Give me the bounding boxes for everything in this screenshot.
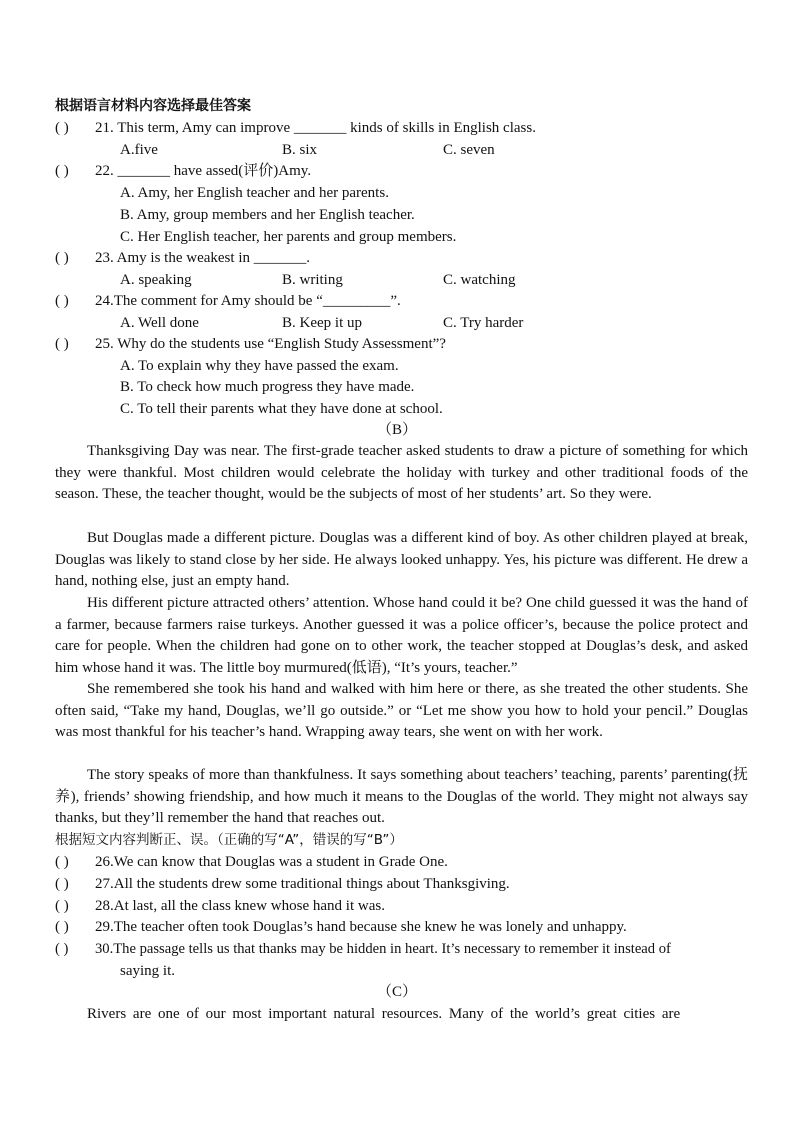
statement-28 (55, 896, 385, 916)
question-stem: 23. Amy is the weakest in _______. (95, 250, 310, 266)
option-b: B. Amy, group members and her English teacher. (120, 207, 415, 223)
option-a: A. To explain why they have passed the exam. (120, 358, 399, 374)
passage-c-paragraph-1: Rivers are one of our most important natural resources. Many of the world’s great cities are (87, 1006, 681, 1022)
answer-blank[interactable]: ( ) (55, 898, 69, 914)
statement-text: 26.We can know that Douglas was a student in Grade One. (95, 854, 448, 870)
option-b: B. six (282, 142, 318, 158)
question-stem: 25. Why do the students use “English Study Assessment”? (95, 336, 446, 352)
option-a: A. Amy, her English teacher and her parents. (120, 185, 389, 201)
option-c: C. Try harder (443, 315, 524, 331)
passage-b-paragraph-3: His different picture attracted others’ attention. Whose hand could it be? One child guessed it was the hand of a farmer, because farmers raise turkeys. Another guessed it was a police officer’s, because the police protect and care for people. When the children had gone on to other work, the teacher stopped at Douglas’s desk, and asked him whose hand it was. The little boy murmured(低语), “It’s yours, teacher.” (55, 595, 748, 676)
question-stem: 24.The comment for Amy should be “_________”. (95, 293, 401, 309)
statement-text: 27.All the students drew some traditional things about Thanksgiving. (95, 876, 510, 892)
answer-blank[interactable]: ( ) (55, 919, 69, 935)
question-25 (55, 334, 446, 354)
question-stem: 22. _______ have assed(评价)Amy. (95, 163, 312, 179)
option-c: C. Her English teacher, her parents and group members. (120, 229, 457, 245)
section-a-heading: 根据语言材料内容选择最佳答案 (55, 98, 251, 114)
question-23 (55, 248, 310, 268)
option-a: A. Well done (120, 315, 199, 331)
question-24 (55, 291, 401, 311)
question-22 (55, 161, 311, 181)
passage-b-paragraph-4: She remembered she took his hand and walked with him here or there, as she treated the other students. She often said, “Take my hand, Douglas, we’ll go outside.” or “Let me show you how to hold your pencil.” Douglas was most thankful for his teacher’s hand. Wrapping away tears, she went on with her work. (55, 681, 748, 740)
statement-30 (55, 939, 671, 959)
question-stem: 21. This term, Amy can improve _______ kinds of skills in English class. (95, 120, 536, 136)
answer-blank[interactable]: ( ) (55, 120, 69, 136)
statement-text: 30.The passage tells us that thanks may be hidden in heart. It’s necessary to remember it instead of (95, 941, 671, 957)
answer-blank[interactable]: ( ) (55, 163, 69, 179)
passage-b-paragraph-5: The story speaks of more than thankfulness. It says something about teachers’ teaching, parents’ parenting(抚养), friends’ showing friendship, and how much it means to the Douglas of the world. They might not always say thanks, but they’ll remember the hand that reaches out. (55, 767, 748, 826)
statement-26 (55, 852, 448, 872)
option-c: C. To tell their parents what they have done at school. (120, 401, 443, 417)
statement-text: 29.The teacher often took Douglas’s hand because she knew he was lonely and unhappy. (95, 919, 627, 935)
statement-29 (55, 917, 627, 937)
passage-b-paragraph-1: Thanksgiving Day was near. The first-grade teacher asked students to draw a picture of something for which they were thankful. Most children would celebrate the holiday with turkey and other traditional foods of the season. These, the teacher thought, would be the subjects of most of her students’ art. So they were. (55, 443, 748, 502)
option-a: A. speaking (120, 272, 192, 288)
option-c: C. seven (443, 142, 495, 158)
true-false-instruction: 根据短文内容判断正、误。（正确的写“A”，错误的写“B”） (55, 832, 403, 848)
answer-blank[interactable]: ( ) (55, 250, 69, 266)
section-c-title: （C） (376, 984, 417, 1000)
answer-blank[interactable]: ( ) (55, 854, 69, 870)
statement-30-continuation: saying it. (120, 963, 175, 979)
answer-blank[interactable]: ( ) (55, 336, 69, 352)
statement-text: 28.At last, all the class knew whose hand it was. (95, 898, 385, 914)
answer-blank[interactable]: ( ) (55, 293, 69, 309)
answer-blank[interactable]: ( ) (55, 876, 69, 892)
option-b: B. To check how much progress they have made. (120, 379, 415, 395)
option-c: C. watching (443, 272, 516, 288)
option-b: B. Keep it up (282, 315, 362, 331)
statement-27 (55, 874, 510, 894)
passage-b-paragraph-2: But Douglas made a different picture. Douglas was a different kind of boy. As other children played at break, Douglas was likely to stand close by her side. He always looked unhappy. Yes, his picture was different. He drew a hand, nothing else, just an empty hand. (55, 530, 748, 589)
answer-blank[interactable]: ( ) (55, 941, 69, 957)
section-b-title: （B） (376, 422, 417, 438)
option-a: A.five (120, 142, 158, 158)
option-b: B. writing (282, 272, 343, 288)
question-21 (55, 118, 536, 138)
